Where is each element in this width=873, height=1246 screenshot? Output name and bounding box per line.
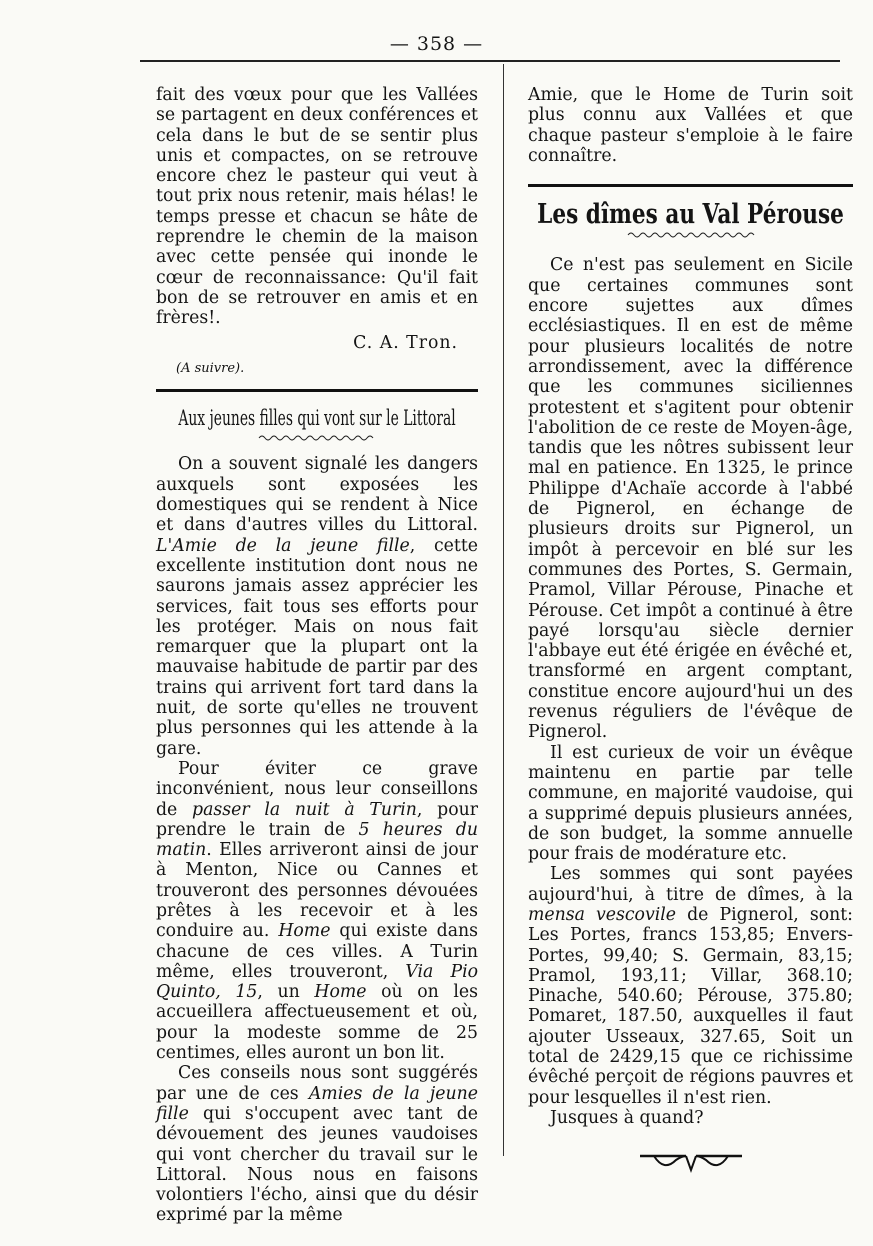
- fleuron-ornament: [636, 1150, 746, 1176]
- italic-run: 5 heures du matin: [156, 819, 478, 861]
- wavy-ornament: [626, 231, 756, 239]
- text-run: où on les accueillera affectueusement et où, pour la modeste somme de 25 centimes, elles auront un bon lit.: [156, 982, 479, 1064]
- article-paragraph: [528, 864, 853, 1108]
- right-column: [528, 85, 853, 1176]
- article-paragraph: [156, 454, 478, 758]
- header-rule: [140, 60, 840, 62]
- text-run: de Pignerol, sont: Les Portes, francs 153,85; Envers-Portes, 99,40; S. Germain, 83,15; Pramol, 193,11; Villar, 368.10; Pinache, 540.60; Pérouse, 375.80; Pomaret, 187.50, auxquelles il faut ajouter Usseaux, 327.65, Soit un total de 2429,15 que ce richissime évêché perçoit de régions pauvres et pour lesquelles il n'est rien.: [528, 904, 853, 1108]
- text-run: Les sommes qui sont payées aujourd'hui, à titre de dîmes, à la: [528, 864, 853, 905]
- text-run: qui s'occupent avec tant de dévouement des jeunes vaudoises qui vont chercher du travail sur le Littoral. Nous nous en faisons volontiers l'écho, ainsi que du désir exprimé par la même: [156, 1103, 478, 1226]
- left-column: [156, 85, 478, 1226]
- article-paragraph: Ce n'est pas seulement en Sicile que certaines communes sont encore sujettes aux dîmes ecclésiastiques. Il en est de même pour plusieurs localités de notre arrondissement, avec la différence que les communes siciliennes protestent et s'agitent pour obtenir l'abolition de ce reste de Moyen-âge, tandis que les nôtres subissent leur mal en patience. En 1325, le prince Philippe d'Achaïe accorde à l'abbé de Pignerol, en échange de plusieurs droits sur Pignerol, un impôt à percevoir en blé sur les communes des Portes, S. Germain, Pramol, Villar Pérouse, Pinache et Pérouse. Cet impôt a continué à être payé lorsqu'au siècle dernier l'abbaye eut été érigée en évêché et, transformé en argent comptant, constitue encore aujourd'hui un des revenus réguliers de l'évêque de Pignerol.: [528, 255, 853, 743]
- text-run: On a souvent signalé les dangers auxquels sont exposées les domestiques qui se rendent à Nice et dans d'autres villes du Littoral.: [156, 454, 478, 536]
- italic-run: passer la nuit à Turin: [192, 799, 417, 820]
- page-number: — 358 —: [389, 33, 484, 55]
- article-paragraph: [156, 1063, 478, 1225]
- text-run: qui existe dans chacune de ces villes. A Turin même, elles trouveront,: [156, 921, 478, 982]
- text-run: , pour prendre le train de: [156, 799, 478, 840]
- italic-run: Home: [314, 982, 367, 1003]
- previous-article-text: fait des vœux pour que les Vallées se partagent en deux conférences et cela dans le but de se sentir plus unis et compactes, on se retrouve encore chez le pasteur qui veut à tout prix nous retenir, mais hélas! le temps presse et chacun se hâte de reprendre le chemin de la maison avec cette pensée qui inonde le cœur de reconnaissance: Qu'il fait bon de se retrouver en amis et en frères!.: [156, 85, 478, 329]
- article-paragraph: Jusques à quand?: [550, 1107, 704, 1128]
- section-separator: [156, 389, 478, 392]
- wavy-ornament: [257, 434, 377, 442]
- continuation-text: Amie, que le Home de Turin soit plus connu aux Vallées et que chaque pasteur s'emploie à le faire connaître.: [528, 85, 853, 166]
- text-run: , cette excellente institution dont nous ne saurons jamais assez apprécier les services, fait tous ses efforts pour les protéger. Mais on nous fait remarquer que la plupart ont la mauvaise habitude de partir par des trains qui arrivent fort tard dans la nuit, de sorte qu'elles ne trouvent plus personnes qui les attende à la gare.: [156, 535, 478, 759]
- article-title: Aux jeunes filles qui vont sur le Littoral: [178, 406, 456, 431]
- italic-run: mensa vescovile: [528, 904, 676, 925]
- italic-run: Amies de la jeune fille: [156, 1083, 478, 1124]
- article-title: Les dîmes au Val Pérouse: [537, 199, 844, 231]
- article-paragraph: [156, 759, 478, 1063]
- column-rule: [503, 64, 504, 1156]
- article-paragraph: Il est curieux de voir un évêque maintenu en partie par telle commune, en majorité vaudoise, qui a supprimé depuis plusieurs années, de son budget, la somme annuelle pour frais de modérature etc.: [528, 742, 853, 865]
- section-separator: [528, 184, 853, 187]
- text-run: Ces conseils nous sont suggérés par une de ces: [156, 1063, 478, 1104]
- signature: C. A. Tron.: [353, 332, 458, 353]
- italic-run: L'Amie de la jeune fille: [156, 535, 410, 556]
- text-run: . Elles arriveront ainsi de jour à Menton, Nice ou Cannes et trouveront des personnes dévouées prêtes à les recevoir et à les conduire au.: [156, 840, 478, 942]
- italic-run: Home: [278, 921, 331, 942]
- text-run: , un: [257, 982, 315, 1003]
- to-be-continued: (A suivre).: [176, 360, 245, 376]
- italic-run: Via Pio Quinto, 15: [156, 961, 478, 1003]
- text-run: Pour éviter ce grave inconvénient, nous leur conseillons de: [156, 758, 478, 820]
